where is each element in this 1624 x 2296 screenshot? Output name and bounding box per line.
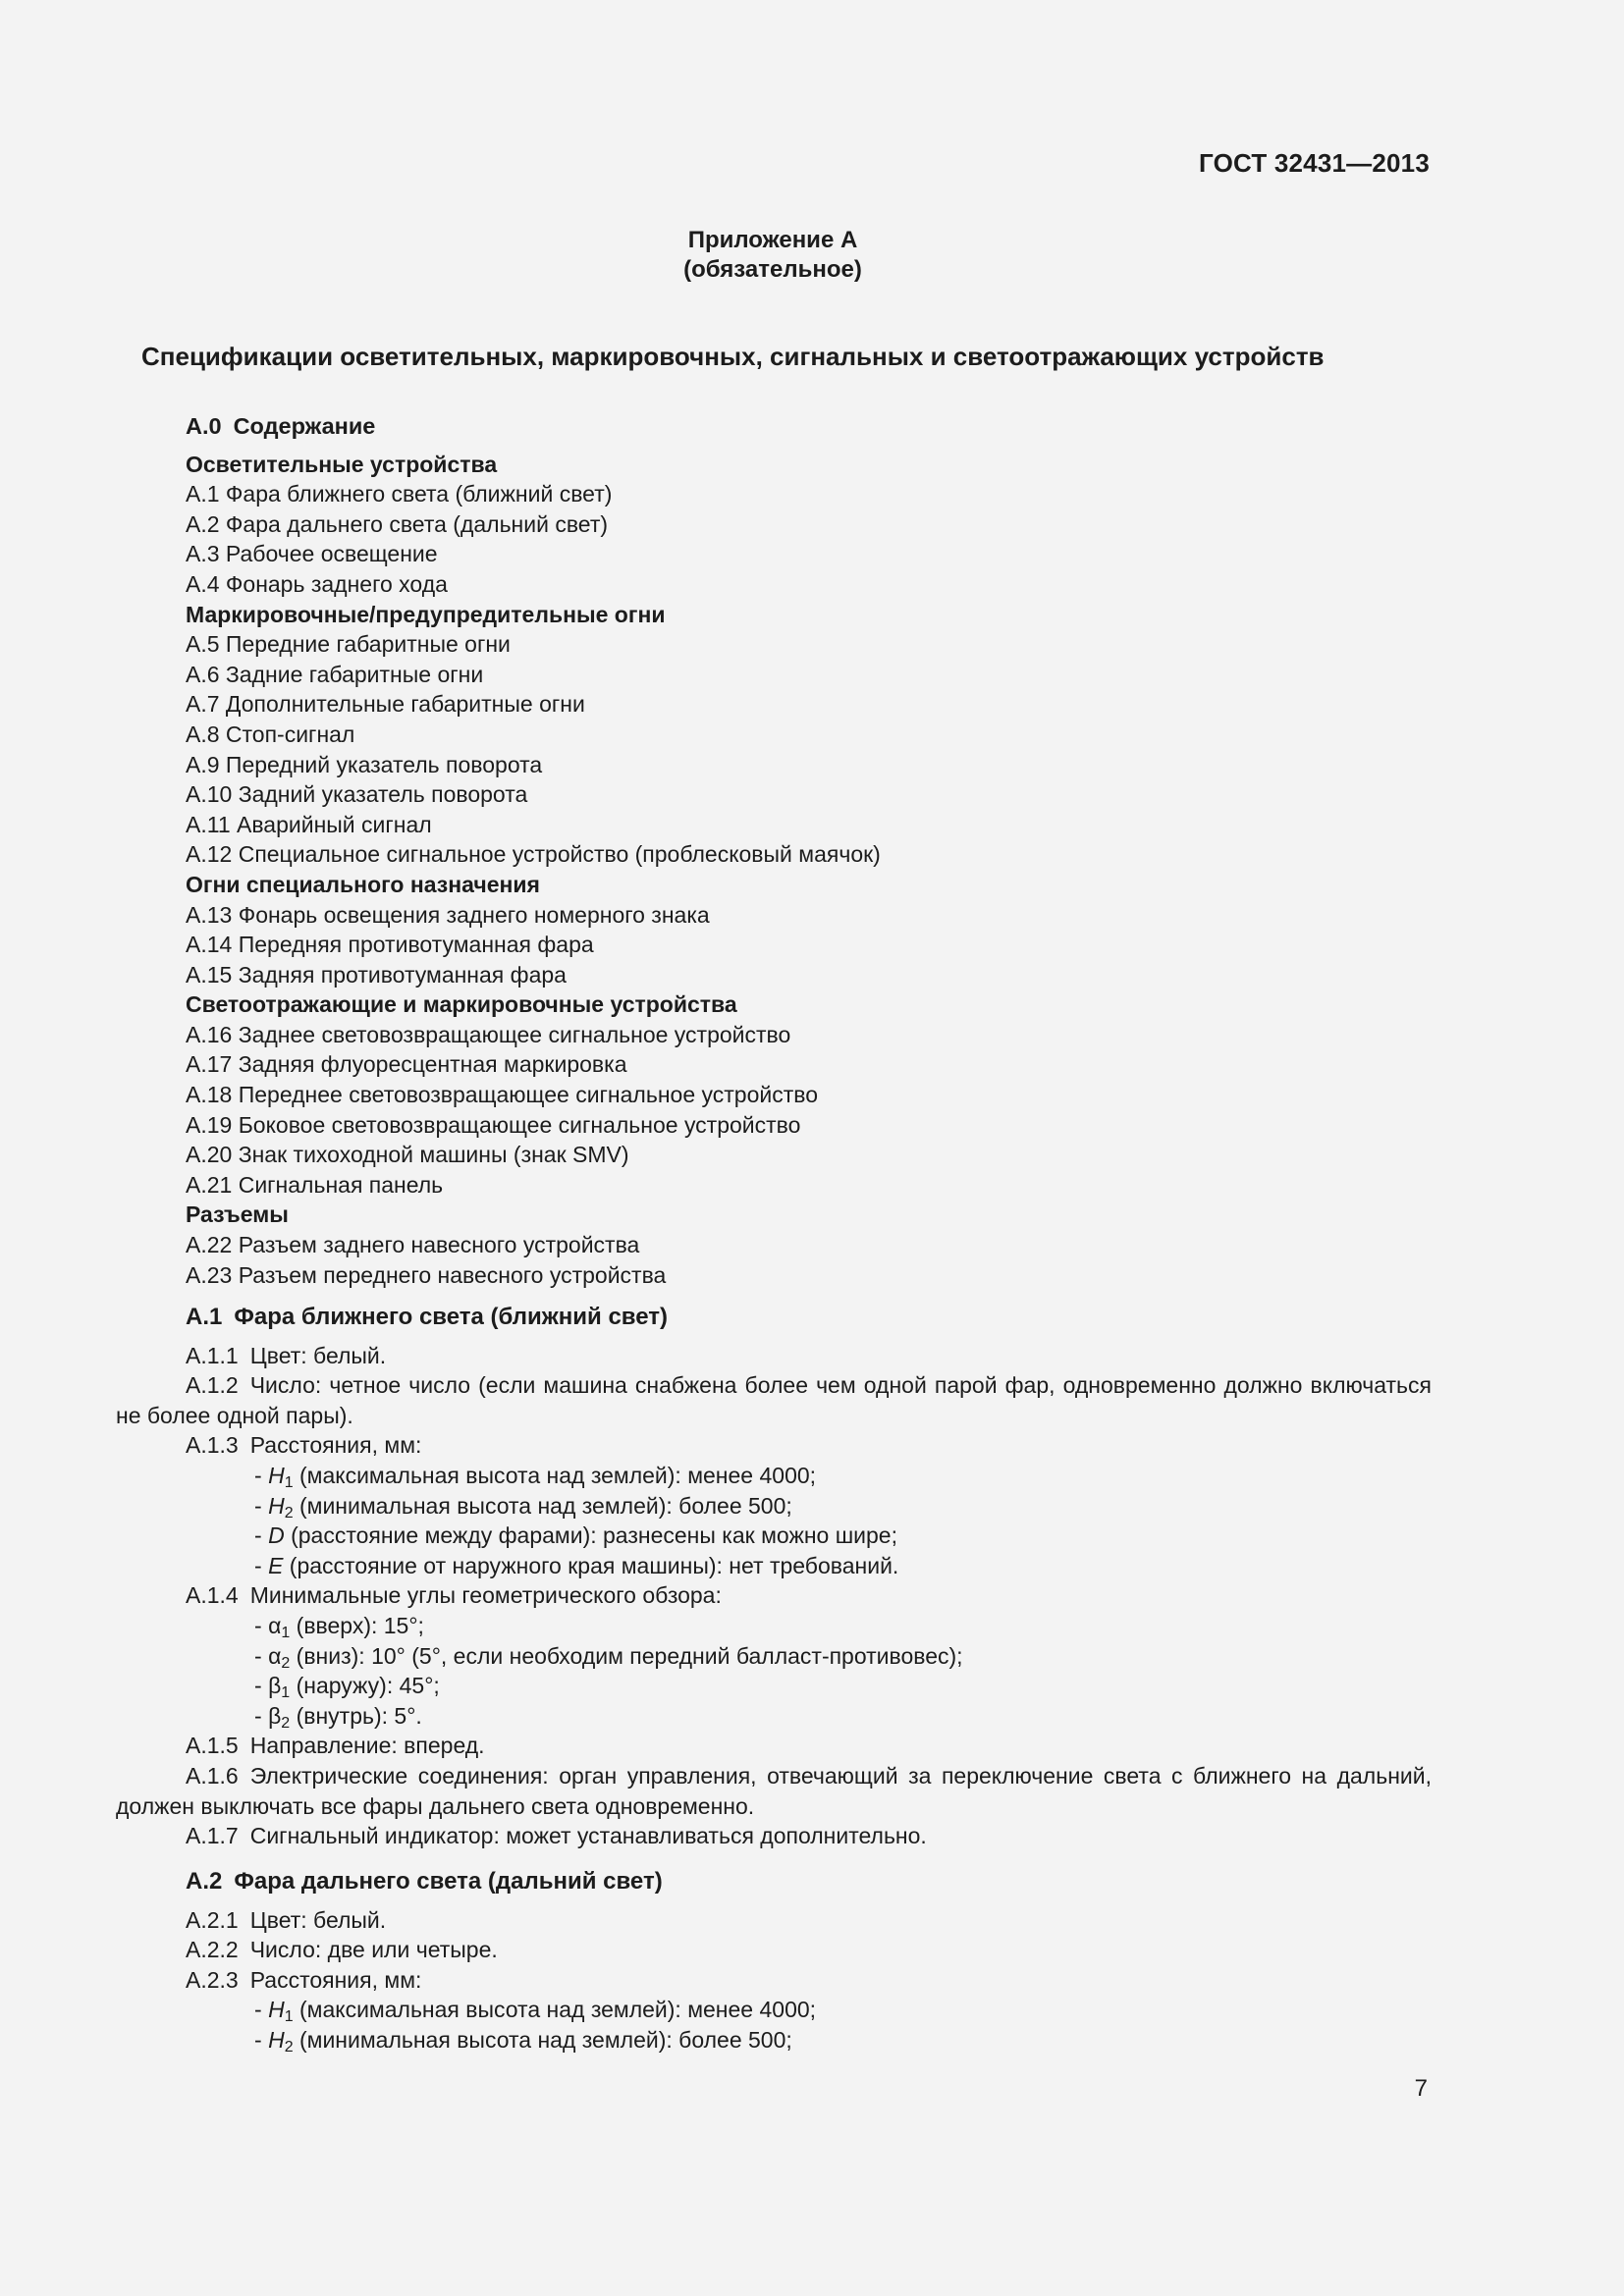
appendix-title: Приложение А <box>687 227 858 253</box>
toc-item: А.5 Передние габаритные огни <box>186 631 511 658</box>
list-item: - $\alpha_2$ (вниз): 10° (5°, если необходим передний балласт-противовес); <box>254 1642 963 1672</box>
toc-group: Огни специального назначения <box>186 871 540 897</box>
list-item: - E (расстояние от наружного края машины): нет требований. <box>254 1552 899 1578</box>
clause: А.2.1 Цвет: белый. <box>186 1906 387 1933</box>
list-item: - $\beta_1$ (наружу): 45°; <box>254 1673 440 1702</box>
clause: А.2.3 Расстояния, мм: <box>186 1966 422 1993</box>
toc-item: А.1 Фара ближнего света (ближний свет) <box>186 481 613 507</box>
section-heading: А.2 Фара дальнего света (дальний свет) <box>186 1868 663 1895</box>
toc-item: А.18 Переднее световозвращающее сигнальное устройство <box>186 1082 818 1108</box>
toc-item: А.10 Задний указатель поворота <box>186 781 528 808</box>
toc-item: А.7 Дополнительные габаритные огни <box>186 691 585 718</box>
list-item: - $H_1$ (максимальная высота над землей): менее 4000; <box>254 1997 817 2026</box>
toc-group: Маркировочные/предупредительные огни <box>186 601 666 627</box>
appendix-status: (обязательное) <box>683 256 862 283</box>
clause: А.1.3 Расстояния, мм: <box>186 1432 422 1459</box>
section-a2 <box>116 1867 1432 2056</box>
clause: А.1.7 Сигнальный индикатор: может устанавливаться дополнительно. <box>186 1823 927 1849</box>
standard-designation: ГОСТ 32431—2013 <box>1199 148 1430 178</box>
list-item: - $H_1$ (максимальная высота над землей): менее 4000; <box>254 1462 817 1491</box>
toc-item: А.20 Знак тихоходной машины (знак SMV) <box>186 1142 629 1168</box>
clause: А.1.2 Число: четное число (если машина снабжена более чем одной парой фар, одновременно должно включаться не более одной пары). <box>116 1372 1432 1428</box>
clause: А.1.4 Минимальные углы геометрического обзора: <box>186 1582 722 1609</box>
table-of-contents <box>186 411 881 1290</box>
toc-item: А.16 Заднее световозвращающее сигнальное устройство <box>186 1021 791 1047</box>
toc-item: А.19 Боковое световозвращающее сигнальное устройство <box>186 1111 801 1138</box>
toc-item: А.8 Стоп-сигнал <box>186 721 355 747</box>
clause: А.1.1 Цвет: белый. <box>186 1342 387 1368</box>
toc-item: А.14 Передняя противотуманная фара <box>186 932 594 958</box>
toc-item: А.3 Рабочее освещение <box>186 541 438 567</box>
toc-item: А.6 Задние габаритные огни <box>186 661 484 687</box>
toc-item: А.23 Разъем переднего навесного устройства <box>186 1261 667 1288</box>
list-item: - D (расстояние между фарами): разнесены как можно шире; <box>254 1522 897 1549</box>
toc-group: Осветительные устройства <box>186 451 498 477</box>
document-title: Спецификации осветительных, маркировочных, сигнальных и светоотражающих устройств <box>141 342 1325 371</box>
page-number: 7 <box>1414 2075 1428 2102</box>
section-heading: А.1 Фара ближнего света (ближний свет) <box>186 1304 669 1330</box>
list-item: - $\beta_2$ (внутрь): 5°. <box>254 1702 422 1732</box>
toc-item: А.21 Сигнальная панель <box>186 1171 444 1198</box>
clause: А.2.2 Число: две или четыре. <box>186 1937 498 1963</box>
toc-item: А.4 Фонарь заднего хода <box>186 570 448 597</box>
toc-item: А.12 Специальное сигнальное устройство (проблесковый маячок) <box>186 841 881 868</box>
list-item: - $H_2$ (минимальная высота над землей): более 500; <box>254 1492 792 1522</box>
section-a1 <box>116 1303 1432 1851</box>
toc-item: А.9 Передний указатель поворота <box>186 751 543 777</box>
toc-item: А.22 Разъем заднего навесного устройства <box>186 1232 640 1258</box>
clause: А.1.6 Электрические соединения: орган управления, отвечающий за переключение света с ближнего на дальний, должен выключать все фары дальнего света одновременно. <box>116 1762 1432 1819</box>
toc-item: А.15 Задняя противотуманная фара <box>186 961 567 988</box>
list-item: - $\alpha_1$ (вверх): 15°; <box>254 1612 424 1641</box>
toc-item: А.13 Фонарь освещения заднего номерного знака <box>186 901 710 928</box>
toc-heading: А.0 Содержание <box>186 413 376 439</box>
list-item: - $H_2$ (минимальная высота над землей): более 500; <box>254 2026 792 2056</box>
toc-group: Разъемы <box>186 1201 289 1228</box>
toc-item: А.2 Фара дальнего света (дальний свет) <box>186 510 609 537</box>
toc-group: Светоотражающие и маркировочные устройства <box>186 991 737 1018</box>
toc-item: А.11 Аварийный сигнал <box>186 811 432 837</box>
toc-item: А.17 Задняя флуоресцентная маркировка <box>186 1051 627 1078</box>
clause: А.1.5 Направление: вперед. <box>186 1733 485 1759</box>
